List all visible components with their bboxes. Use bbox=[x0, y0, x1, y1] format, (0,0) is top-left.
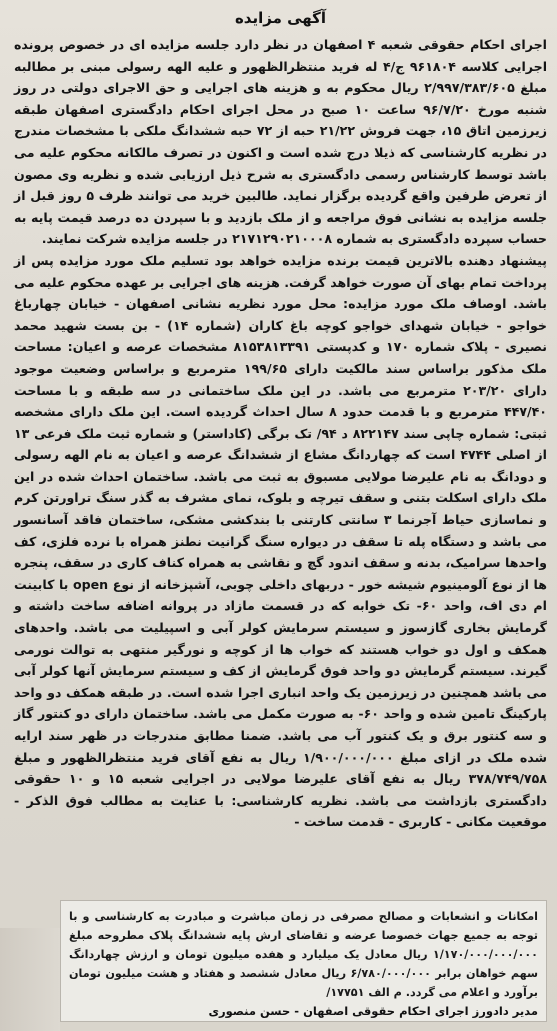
notice-paragraph-1: اجرای احکام حقوقی شعبه ۴ اصفهان در نظر دارد جلسه مزایده ای در خصوص پرونده اجرایی کلاسه ۹۶۱۸۰۴ ج/۴ له فرید منتظرالظهور و علیه الهه رسولی مبنی بر مطالبه مبلغ ۲/۹۹۷/۳۸۳/۶۰۵ ریال محکوم به و هزینه های اجرایی و حق الاجرای دولتی در روز شنبه مورخ ۹۶/۷/۲۰ ساعت ۱۰ صبح در محل اجرای احکام دادگستری اصفهان طبقه زیرزمین اتاق ۱۵، جهت فروش ۲۱/۲۲ حبه از ۷۲ حبه ششدانگ ملکی با مشخصات مندرج در نظریه کارشناسی که ذیلا درج شده است و اکنون در تصرف مالکانه محکوم علیه می باشد توسط کارشناس رسمی دادگستری به شرح ذیل ارزیابی شده و نظریه وی مصون از تعرض طرفین واقع گردیده برگزار نماید. طالبین خرید می توانند ظرف ۵ روز قبل از جلسه مزایده به نشانی فوق مراجعه و از ملک بازدید و با سپردن ده درصد قیمت پایه به حساب سپرده دادگستری به شماره ۲۱۷۱۲۹۰۲۱۰۰۰۸ در جلسه مزایده شرکت نمایند. bbox=[14, 37, 548, 247]
valuation-box bbox=[60, 900, 547, 1022]
notice-title: آگهی مزایده bbox=[234, 9, 327, 27]
valuation-text: امکانات و انشعابات و مصالح مصرفی در زمان مباشرت و مبادرت به کارشناسی و با توجه به جمیع جهات خصوصا عرضه و تقاضای ارش پایه ششدانگ پلاک مطروحه مبلغ ۱/۱۷۰/۰۰۰/۰۰۰/۰۰۰ ریال معادل یک میلیارد و هفده میلیون تومان و ارزش چهاردانگ سهم خواهان برابر ۶/۷۸۰/۰۰۰/۰۰۰ ریال معادل ششصد و هفتاد و هشت میلیون تومان برآورد و اعلام می گردد. م الف ۱۷۷۵۱/ bbox=[69, 910, 538, 999]
page-fold-shadow bbox=[0, 928, 60, 1031]
notice-paragraph-2: پیشنهاد دهنده بالاترین قیمت برنده مزایده خواهد بود تسلیم ملک مورد مزایده پس از پرداخت تمام بهای آن صورت خواهد گرفت. هزینه های اجرایی بر عهده محکوم علیه می باشد. اوصاف ملک مورد مزایده: محل مورد نظریه نشانی اصفهان - خیابان چهارباغ خواجو - خیابان شهدای خواجو کوچه باغ کاران (شماره ۱۴) - بن بست شهید محمد نصیری - پلاک شماره ۱۷۰ و کدپستی ۸۱۵۳۸۱۳۳۹۱ مشخصات عرصه و اعیان: مساحت ملک مذکور براساس سند مالکیت دارای ۱۹۹/۶۵ مترمربع و براساس وضعیت موجود دارای ۲۰۳/۲۰ مترمربع می باشد. در این ملک ساختمانی در سه طبقه و با مساحت ۴۴۷/۴۰ مترمربع و با قدمت حدود ۸ سال احداث گردیده است. این ملک دارای مشخصه ثبتی: شماره چاپی سند ۸۲۲۱۴۷ د ۹۴/ تک برگی (کاداستر) و شماره ثبت ملک فرعی ۱۳ از اصلی ۴۷۴۴ است که چهاردانگ مشاع از ششدانگ عرصه و اعیان به نام الهه رسولی و دودانگ به نام علیرضا مولایی مسبوق به ثبت می باشد. ساختمان احداث شده در این ملک دارای اسکلت بتنی و سقف تیرچه و بلوک، نمای مشرف به گذر سنگ تراورتن کرم و نماسازی حیاط آجرنما ۳ سانتی کارتنی با بندکشی مشکی، ساختمان فاقد آسانسور می باشد و دستگاه پله تا سقف در دیواره سنگ گرانیت نطنز همراه با نرده فلزی، کف واحدها سرامیک، بدنه و سقف اندود گچ و نقاشی به همراه کناف کاری در سقف، پنجره ها از نوع آلومینیوم شیشه خور - دربهای داخلی چوبی، آشپزخانه از نوع open با کابینت ام دی اف، واحد ۶۰- تک خوابه که در قسمت مازاد در پروانه اضافه ساخت داشته و گرمایش بخاری گازسوز و سیستم سرمایش کولر آبی و اسپیلیت می باشد. واحدهای همکف و اول دو خواب هستند که خواب ها از کوچه و نورگیر منتهی به توالت نورمی گیرند. سیستم گرمایش دو واحد فوق گرمایش از کف و سیستم سرمایش آنها کولر آبی می باشد همچنین در زیرزمین یک واحد انباری اجرا شده است. در طبقه همکف دو واحد پارکینگ تامین شده و واحد ۶۰- به صورت مکمل می باشد. ساختمان دارای دو کنتور گاز و سه کنتور برق و یک کنتور آب می باشد. ضمنا مطابق مندرجات در ظهر سند ارایه شده ملک در ازای مبلغ ۱/۹۰۰/۰۰۰/۰۰۰ ریال به نفع آقای فرید منتظرالظهور و مبلغ ۳۷۸/۷۴۹/۷۵۸ ریال به نفع آقای علیرضا مولایی در اجرایی شعبه ۱۵ و ۱۰ حقوقی دادگستری بازداشت می باشد. نظریه کارشناسی: با عنایت به مطالب فوق الذکر - موقعیت مکانی - کاربری - قدمت ساخت - bbox=[14, 252, 548, 830]
signature-line: مدیر دادورز اجرای احکام حقوقی اصفهان - حسن منصوری bbox=[208, 1004, 538, 1018]
notice-body bbox=[14, 34, 547, 833]
